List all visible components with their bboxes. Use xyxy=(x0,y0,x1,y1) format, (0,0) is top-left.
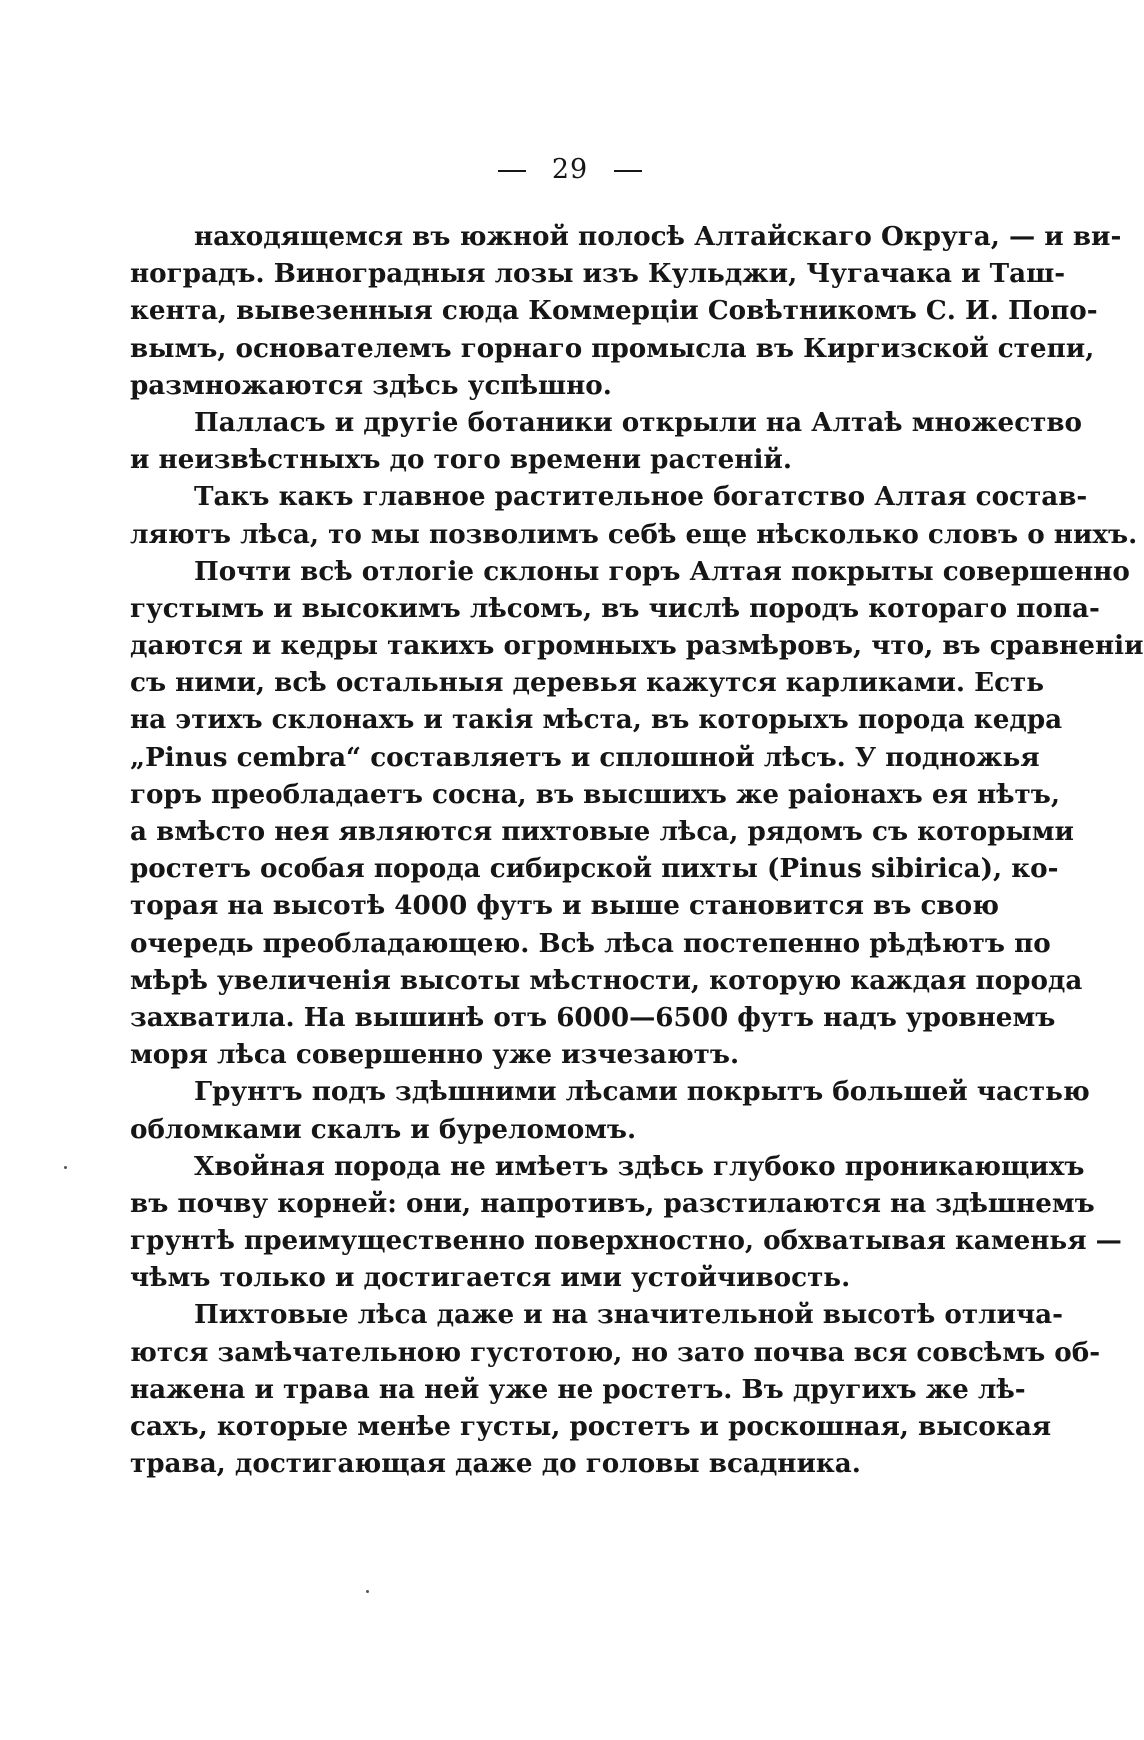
text-line: ются замѣчательною густотою, но зато почва вся совсѣмъ об- xyxy=(130,1336,1101,1368)
text-line: съ ними, всѣ остальныя деревья кажутся карликами. Есть xyxy=(130,667,1045,699)
text-line: а вмѣсто нея являются пихтовые лѣса, рядомъ съ которыми xyxy=(130,816,1074,847)
text-line: вымъ, основателемъ горнаго промысла въ Киргизской степи, xyxy=(130,332,1095,364)
text-line: Такъ какъ главное растительное богатство Алтая состав- xyxy=(194,481,1088,513)
text-line: Почти всѣ отлогіе склоны горъ Алтая покрыты совершенно xyxy=(194,555,1130,587)
paragraph xyxy=(130,1073,1090,1147)
text-line: трава, достигающая даже до головы всадника. xyxy=(130,1448,861,1480)
body-text xyxy=(130,218,1144,1482)
text-line: ляютъ лѣса, то мы позволимъ себѣ еще нѣсколько словъ о нихъ. xyxy=(130,518,1138,550)
text-line: мѣрѣ увеличенія высоты мѣстности, которую каждая порода xyxy=(130,964,1083,996)
text-line: густымъ и высокимъ лѣсомъ, въ числѣ породъ котораго попа- xyxy=(130,592,1100,624)
text-line: торая на высотѣ 4000 футъ и выше становится въ свою xyxy=(130,890,999,922)
text-line: сахъ, которые менѣе густы, ростетъ и роскошная, высокая xyxy=(130,1411,1052,1442)
text-line: моря лѣса совершенно уже изчезаютъ. xyxy=(130,1039,740,1071)
paragraph xyxy=(130,1296,1101,1482)
text-line: даются и кедры такихъ огромныхъ размѣровъ, что, въ сравненіи xyxy=(130,630,1144,662)
text-line: ноградъ. Виноградныя лозы изъ Кульджи, Чугачака и Таш- xyxy=(130,258,1066,290)
page-number-header xyxy=(0,152,1140,188)
text-line: Грунтъ подъ здѣшними лѣсами покрытъ большей частью xyxy=(194,1076,1090,1108)
text-line: горъ преобладаетъ сосна, въ высшихъ же раіонахъ ея нѣтъ, xyxy=(130,778,1060,810)
text-line: размножаются здѣсь успѣшно. xyxy=(130,369,612,401)
text-line: обломками скалъ и буреломомъ. xyxy=(130,1113,637,1145)
text-line: Палласъ и другіе ботаники открыли на Алтаѣ множество xyxy=(194,406,1083,438)
text-line: ростетъ особая порода сибирской пихты (Pinus sibirica), ко- xyxy=(130,853,1059,885)
paragraph xyxy=(130,478,1138,552)
text-line: на этихъ склонахъ и такія мѣста, въ которыхъ порода кедра xyxy=(130,704,1063,736)
text-line: находящемся въ южной полосѣ Алтайскаго Округа, — и ви- xyxy=(194,221,1122,252)
text-line: кента, вывезенныя сюда Коммерціи Совѣтникомъ С. И. Попо- xyxy=(130,295,1098,327)
text-line: грунтѣ преимущественно поверхностно, обхватывая каменья — xyxy=(130,1225,1122,1257)
print-speck xyxy=(366,1590,369,1593)
text-line: Хвойная порода не имѣетъ здѣсь глубоко проникающихъ xyxy=(194,1150,1085,1182)
paragraph xyxy=(130,1148,1122,1297)
paragraph xyxy=(130,404,1083,478)
text-line: и неизвѣстныхъ до того времени растеній. xyxy=(130,444,792,476)
text-line: очередь преобладающею. Всѣ лѣса постепенно рѣдѣютъ по xyxy=(130,927,1051,959)
page-number: 29 xyxy=(551,154,589,185)
text-line: Пихтовые лѣса даже и на значительной высотѣ отлича- xyxy=(194,1299,1063,1331)
right-dash xyxy=(614,170,642,172)
text-line: чѣмъ только и достигается ими устойчивость. xyxy=(130,1262,851,1294)
text-line: въ почву корней: они, напротивъ, разстилаются на здѣшнемъ xyxy=(130,1187,1095,1219)
text-line: „Pinus cembra“ составляетъ и сплошной лѣсъ. У подножья xyxy=(130,741,1040,773)
print-speck xyxy=(64,1166,67,1169)
text-line: захватила. На вышинѣ отъ 6000—6500 футъ надъ уровнемъ xyxy=(130,1001,1056,1033)
paragraph xyxy=(130,553,1144,1074)
paragraph xyxy=(130,218,1122,404)
left-dash xyxy=(498,170,526,172)
text-line: нажена и трава на ней уже не ростетъ. Въ другихъ же лѣ- xyxy=(130,1373,1026,1405)
